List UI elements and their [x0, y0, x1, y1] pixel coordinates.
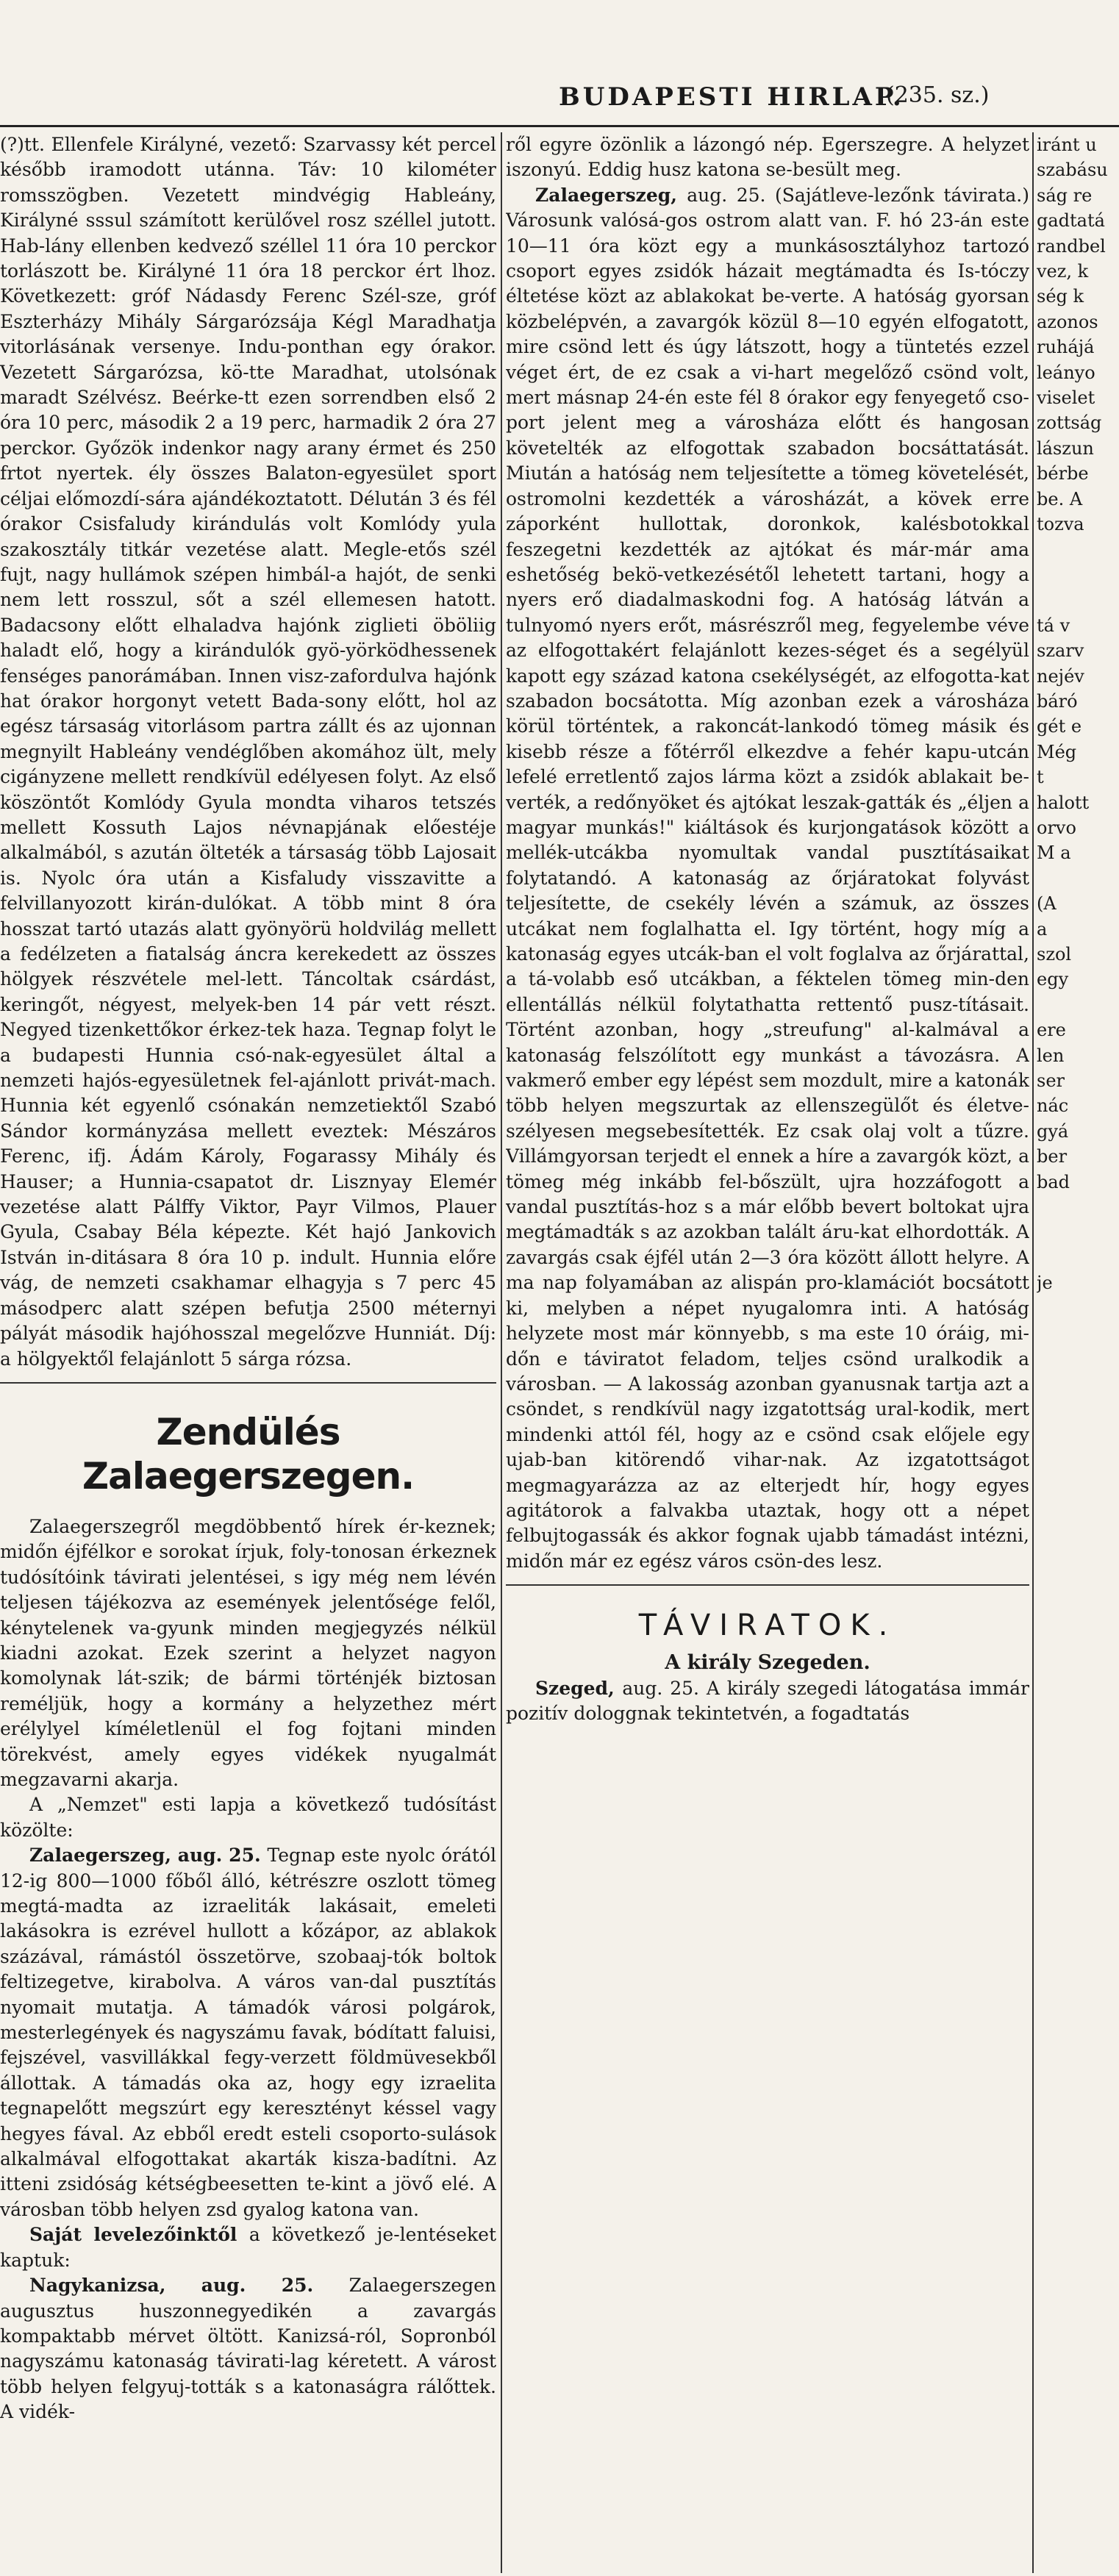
- fragment-line: len: [1037, 1045, 1065, 1066]
- fragment-line: [1037, 1600, 1119, 1625]
- fragment-line: tozva: [1037, 514, 1084, 535]
- fragment-line: je: [1037, 1273, 1053, 1294]
- fragment-line: [1037, 1523, 1119, 1548]
- fragment-line: [1037, 1423, 1119, 1448]
- dispatch-3-dateline: Zalaegerszeg,: [535, 184, 687, 206]
- fragment-line: [1037, 1296, 1119, 1321]
- fragment-line: randbel: [1037, 235, 1106, 257]
- telegram-text: aug. 25. A király szegedi látogatása immár pozitív dologgnak tekintetvén, a fogadtatás: [506, 1677, 1029, 1724]
- fragment-line: [1037, 1321, 1119, 1346]
- header-rule: [0, 125, 1119, 127]
- fragment-line: Még: [1037, 741, 1077, 762]
- fragment-line: leányo: [1037, 362, 1095, 383]
- fragment-line: [1037, 1726, 1119, 1751]
- fragment-line: [1037, 992, 1119, 1017]
- fragment-line: halott: [1037, 792, 1090, 813]
- page-header: [0, 0, 1119, 140]
- dispatch-2-text: Zalaegerszegen augusztus huszonnegyedikén a zavargás kompaktabb mérvet öltött. Kanizsá-ról, Sopronból nagyszámu katonaság távirati-lag kéretett. A várost több helyen felgyuj-tották s a katonaságra rálőttek. A vidék-: [0, 2275, 496, 2423]
- fragment-line: [1037, 562, 1119, 587]
- dispatch-1-dateline: Zalaegerszeg, aug. 25.: [29, 1845, 268, 1867]
- fragment-line: gadtatá: [1037, 210, 1105, 232]
- dispatch-3-text: aug. 25. (Sajátleve-lezőnk távirata.) Városunk valósá-gos ostrom alatt van. F. hó 23-án este 10—11 óra közt egy a munkásosztályhoz tartozó csoport egyes zsidók házait megtámadta és Is-tóczy éltetése közt az ablakokat be-verte. A hatóság gyorsan közbelépvén, a zavargók közül 8—10 egyén elfogatott, mire csönd lett és úgy látszott, hogy a tüntetés ezzel véget ért, de ez csak a vi-hart megelőző csönd volt, mert másnap 24-én este fél 8 órakor egy fenyegető cso-port jelent meg a városháza előtt és hangosan követelték az elfogottak szabadon bocsáttatását. Miután a hatóság nem teljesítette a tömeg követelését, ostromolni kezdették a városházát, a kövek erre záporként hullottak, doronkok, kalésbotokkal feszegetni kezdették az ajtókat és már-már ama eshetőség bekö-vetkezésétől lehetett tartani, hogy a nyers erő diadalmaskodni fog. A hatóság látván a tulnyomó nyers erőt, másrészről meg, fegyelembe véve az elfogottakért felajánlott kezes-séget és a segélyül kapott egy század katona csekélységét, az elfogotta-kat szabadon bocsátotta. Míg azonban ezek a városháza körül történtek, a rakoncát-lankodó tömeg másik és kisebb része a főtérről elkezdve a fehér kapu-utcán lefelé erretlentő zajos lárma közt a zsidók ablakait be-verték, a redőnyöket és ajtókat leszak-gatták és „éljen a magyar munkás!" kiáltások és kurjongatások között a mellék-utcákba nyomultak vandal pusztításaikat folytatandó. A katonaság az őrjáratokat folyvást teljesítette, de csekély lévén a számuk, az összes utcákat nem foglalhatta el. Igy történt, hogy míg a katonaság egyes utcák-ban el volt foglalva az őrjárattal, a tá-volabb eső utcákban, a féktelen tömeg min-den ellentállás nélkül folytathatta rettentő pusz-tításait. Történt azonban, hogy „streufung" al-kalmával a katonaság felszólított egy munkást a távozásra. A vakmerő ember egy lépést sem mozdult, mire a katonák több helyen megszurtak az ellenszegülőt és életve-szélyesen megsebesítették. Ez csak olaj volt a tűzre. Villámgyorsan terjedt el ennek a híre a zavargók közt, a tömeg még inkább fel-bőszült, ujra hozzáfogott a vandal pusztítás-hoz s a már előbb bevert boltokat ujra megtámadták s az azokban talált áru-kat elhordották. A zavargás csak éjfél után 2—3 óra között állott helyre. A ma nap folyamában az alispán pro-klamációt bocsátott ki, melyben a népet nyugalomra inti. A hatóság helyzete most már könnyebb, s ma este 10 óráig, mi-dőn e táviratot feladom, teljes csönd uralkodik a városban. — A lakosság azonban gyanusnak tartja azt a csöndet, s rendkívül nagy izgatottság ural-kodik, mert mindenki attól fél, hogy az e csönd csak előjele egy ujab-ban kitörendő vihar-nak. Az izgatottságot megmagyarázza az az elterjedt hír, hogy egyes agitátorok a falvakba utaztak, hogy ott a népet felbujtogassák és akkor fognak ujabb támadást intézni, midőn már ez egész város csön-des lesz.: [506, 184, 1029, 1572]
- fragment-line: [1037, 1473, 1119, 1498]
- article-headline: Zendülés Zalaegerszegen.: [82, 1410, 415, 1498]
- fragment-line: tá v: [1037, 615, 1070, 636]
- section-rule: [0, 1382, 496, 1384]
- fragment-line: [1037, 1372, 1119, 1397]
- column-left: [0, 132, 496, 2573]
- fragment-line: [1037, 587, 1119, 612]
- column-divider-1: [501, 132, 502, 2573]
- fragment-line: lászun: [1037, 437, 1094, 459]
- fragment-line: gyá: [1037, 1120, 1069, 1142]
- fragment-line: orvo: [1037, 817, 1076, 838]
- telegrams-heading: TÁVIRATOK.: [638, 1609, 897, 1643]
- article-intro: Zalaegerszegről megdöbbentő hírek ér-keznek; midőn éjfélkor e sorokat írjuk, foly-tonosan érkeznek tudósítóink távirati jelentései, s igy még nem lévén teljesen tájékozva az események jelentősége felől, kénytelenek va-gyunk minden megjegyzés nélkül kiadni azokat. Ezek szerint a helyzet nagyon komolynak lát-szik; de bármi történjék biztosan reméljük, hogy a kormány a helyzethez mért erélylyel kíméletlenül el fog fojtani minden törekvést, amely egyes vidékek nyugalmát megzavarni akarja.: [0, 1515, 496, 1790]
- fragment-line: zottság: [1037, 412, 1102, 434]
- fragment-line: a: [1037, 918, 1048, 940]
- fragment-line: nejév: [1037, 665, 1084, 687]
- fragment-line: be. A: [1037, 488, 1083, 509]
- fragment-line: M a: [1037, 842, 1071, 864]
- dispatch-2-continued: ről egyre özönlik a lázongó nép. Egerszegre. A helyzet iszonyú. Eddig husz katona se-besült meg.: [506, 134, 1029, 181]
- fragment-line: [1037, 1397, 1119, 1422]
- telegram-szeged: [506, 1676, 1029, 1727]
- column-middle: [506, 132, 1029, 2573]
- fragment-line: [1037, 1498, 1119, 1523]
- dispatch-2-dateline: Nagykanizsa, aug. 25.: [29, 2275, 349, 2297]
- fragment-line: szabásu: [1037, 160, 1108, 181]
- dispatch-3: [506, 183, 1029, 1574]
- fragment-line: [1037, 1549, 1119, 1574]
- fragment-line: t: [1037, 767, 1044, 788]
- fragment-line: ség k: [1037, 286, 1084, 307]
- correspondents-label: Saját levelezőinktől: [29, 2224, 249, 2246]
- dispatch-2: [0, 2273, 496, 2425]
- fragment-line: [1037, 1195, 1119, 1220]
- fragment-line: egy: [1037, 969, 1069, 990]
- fragment-line: viselet: [1037, 387, 1095, 409]
- issue-number: (235. sz.): [886, 82, 990, 108]
- section-rule-2: [506, 1584, 1029, 1586]
- fragment-line: [1037, 1700, 1119, 1725]
- fragment-line: szarv: [1037, 640, 1084, 662]
- fragment-line: nác: [1037, 1095, 1069, 1117]
- fragment-line: szol: [1037, 944, 1072, 965]
- fragment-line: [1037, 1650, 1119, 1675]
- fragment-line: [1037, 1574, 1119, 1599]
- dispatch-1-text: Tegnap este nyolc órától 12-ig 800—1000 főből álló, kétrészre oszlott tömeg megtá-madta az izraeliták lakásait, emeleti lakásokra is ezrével hullott a kőzápor, az ablakok százával, rámástól összetörve, szobaaj-tók boltok feltizegetve, kirabolva. A város van-dal pusztítás nyomait mutatja. A támadók városi polgárok, mesterlegények és nagyszámu favak, bódítatt faluisi, fejszével, vasvillákkal fegy-verzett földmüvesekből állottak. A támadás oka az, hogy egy izraelita tegnapelőtt megszúrt egy keresztényt késsel vagy hegyes fával. Az ebből eredt esteli csoporto-sulások alkalmával elfogottakat akarták kisza-badítni. Az itteni zsidóság kétségbeesetten te-kint a jövő elé. A városban több helyen zsd gyalog katona van.: [0, 1845, 496, 2220]
- fragment-line: vez, k: [1037, 261, 1089, 282]
- fragment-line: bad: [1037, 1171, 1070, 1192]
- telegrams-subheading: A király Szegeden.: [665, 1651, 870, 1675]
- article-source: A „Nemzet" esti lapja a következő tudósítást közölte:: [0, 1794, 496, 1841]
- fragment-line: ruhájá: [1037, 337, 1095, 358]
- fragment-line: iránt u: [1037, 135, 1097, 155]
- fragment-line: (A: [1037, 893, 1057, 915]
- fragment-line: [1037, 1625, 1119, 1650]
- fragment-line: gét e: [1037, 716, 1082, 737]
- fragment-line: bérbe: [1037, 463, 1089, 484]
- fragment-line: [1037, 866, 1119, 891]
- fragment-line: ere: [1037, 1020, 1066, 1041]
- column-divider-2: [1032, 132, 1034, 2573]
- correspondents-note: [0, 2222, 496, 2273]
- fragment-line: ber: [1037, 1146, 1068, 1167]
- fragment-line: ság re: [1037, 185, 1093, 206]
- fragment-line: ser: [1037, 1070, 1065, 1092]
- fragment-line: báró: [1037, 690, 1078, 712]
- dispatch-1: [0, 1843, 496, 2222]
- column-right-fragment: [1037, 132, 1119, 2573]
- newspaper-title: BUDAPESTI HIRLAP.: [559, 82, 904, 112]
- fragment-line: [1037, 537, 1119, 562]
- correspondents-text: a következő je-lentéseket kaptuk:: [0, 2224, 496, 2271]
- fragment-line: [1037, 1347, 1119, 1372]
- fragment-line: [1037, 1448, 1119, 1473]
- fragment-line: [1037, 1245, 1119, 1270]
- fragment-line: azonos: [1037, 311, 1098, 332]
- fragment-line: [1037, 1220, 1119, 1245]
- regatta-report: (?)tt. Ellenfele Királyné, vezető: Szarvassy két percel később iramodott utánna. Táv: 10 kilométer romsszögben. Vezetett mindvégig Hableány, Királyné sssul számított kerülővel rosz széllel jutott. Hab-lány ellenben kedvező széllel 11 óra 10 perckor torlászott be. Királyné 11 óra 18 perckor ért lhoz. Következett: gróf Nádasdy Ferenc Szél-sze, gróf Eszterházy Mihály Sárgarózsája Kégl Maradhatja vitorlásának versenye. Indu-ponthan egy órakor. Vezetett Sárgarózsa, kö-tte Maradhat, utolsónak maradt Szélvész. Beérke-tt ezen sorrendben első 2 óra 10 perc, második 2 a 19 perc, harmadik 2 óra 27 perckor. Győzök indenkor nagy arany érmet és 250 frtot nyertek. ély összes Balaton-egyesület sport céljai előmozdí-sára ajándékoztatott. Délután 3 és fél órakor Csisfaludy kirándulás volt Komlódy yula szakosztály titkár vezetése alatt. Megle-etős szél fujt, nagy hullámok szépen himbál-a hajót, de senki nem lett rosszul, sőt a szél ellemesen hatott. Badacsony előtt elhaladva hajónk ziglieti öböliig haladt elő, hogy a kirándulók gyö-yörködhessenek fenséges panorámában. Innen visz-zafordulva hajónk hat órakor horgonyt vetett Bada-sony előtt, hol az egész társaság vitorlásom partra zállt és az ujonnan megnyilt Hableány vendéglőben akomához ült, mely cigányzene mellett rendkívül edélyesen folyt. Az első köszöntőt Komlódy Gyula mondta viharos tetszés mellett Kossuth Lajos névnapjának előestéje alkalmából, s azután ölteték a társaság több Lajosait is. Nyolc óra után a Kisfaludy visszavitte a felvillanyozott kirán-dulókat. A több mint 8 óra hosszat tartó utazás alatt gyönyörü holdvilág mellett a fedélzeten a fiatalság áncra kerekedett az összes hölgyek részvétele mel-lett. Táncoltak csárdást, keringőt, négyest, melyek-ben 14 pár vett részt. Negyed tizenkettőkor érkez-tek haza. Tegnap folyt le a budapesti Hunnia csó-nak-egyesület által a nemzeti hajós-egyesületnek fel-ajánlott privát-mach. Hunnia két egyenlő csónakán nemzetiektől Szabó Sándor kormányzása mellett eveztek: Mészáros Ferenc, ifj. Ádám Károly, Fogarassy Mihály és Hauser; a Hunnia-csapatot dr. Lisznyay Elemér vezetése alatt Pálffy Viktor, Payr Vilmos, Plauer Gyula, Csabay Béla képezte. Két hajó Jankovich István in-ditásara 8 óra 10 p. indult. Hunnia előre vág, de nemzeti csakhamar elhagyja s 7 perc 45 másodperc alatt szépen befutja 2500 méternyi pályát második hajóhosszal megelőzve Hunniát. Díj: a hölgyektől felajánlott 5 sárga rózsa.: [0, 134, 496, 1370]
- fragment-line: [1037, 1675, 1119, 1700]
- telegram-dateline: Szeged,: [535, 1677, 623, 1699]
